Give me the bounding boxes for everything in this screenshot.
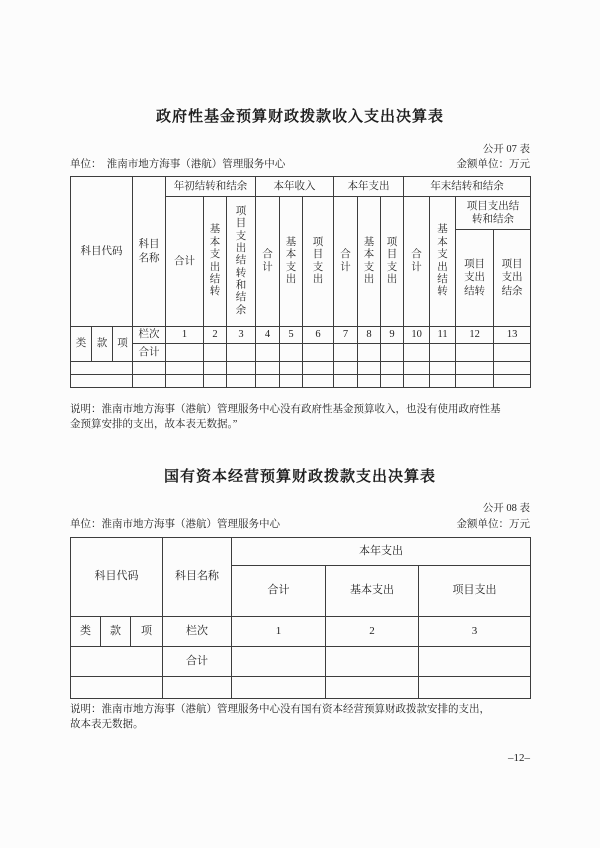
empty-data-cell	[227, 375, 256, 388]
empty-name-cell	[133, 375, 166, 388]
empty-code-cell	[71, 647, 163, 677]
t1-col7-label: 合计	[340, 249, 351, 273]
empty-data-cell	[381, 344, 404, 362]
empty-data-cell	[166, 362, 204, 375]
empty-data-cell	[334, 362, 358, 375]
t1-col13-label: 项目支出结余	[501, 258, 523, 297]
t1-col6-header	[303, 197, 334, 327]
t1-colnum-11: 11	[430, 327, 456, 344]
t2-col3-header: 项目支出	[419, 566, 531, 617]
t2-item-header: 项	[131, 617, 163, 647]
empty-data-cell	[166, 375, 204, 388]
t1-colnum-2: 2	[204, 327, 227, 344]
t2-colnum-1: 1	[232, 617, 326, 647]
t1-group-year-expense: 本年支出	[334, 177, 404, 197]
empty-data-cell	[303, 344, 334, 362]
empty-data-cell	[456, 375, 494, 388]
table1-unit-line: 单位： 淮南市地方海事（港航）管理服务中心	[70, 159, 286, 170]
t2-colnum-3: 3	[419, 617, 531, 647]
t1-colnum-4: 4	[256, 327, 280, 344]
empty-data-cell	[430, 375, 456, 388]
page-number: –12–	[508, 752, 530, 764]
t1-colnum-10: 10	[404, 327, 430, 344]
empty-data-cell	[430, 362, 456, 375]
table1-meta-row	[70, 156, 530, 171]
table1-amount-unit: 金额单位：万元	[456, 159, 530, 170]
empty-data-cell	[256, 344, 280, 362]
empty-data-cell	[326, 647, 419, 677]
t1-col2-label: 基本支出结转	[209, 224, 221, 298]
table1-note	[70, 402, 535, 432]
empty-data-cell	[404, 362, 430, 375]
table2-note-line1: 说明：淮南市地方海事（港航）管理服务中心没有国有资本经营预算财政拨款安排的支出，	[70, 704, 490, 715]
empty-data-cell	[326, 677, 419, 699]
empty-data-cell	[358, 344, 381, 362]
t1-col3-header	[227, 197, 256, 327]
empty-data-cell	[227, 344, 256, 362]
t1-col4-label: 合计	[262, 249, 273, 273]
table1-note-line1: 说明：淮南市地方海事（港航）管理服务中心没有政府性基金预算收入，也没有使用政府性基	[70, 404, 501, 415]
t1-col7-header	[334, 197, 358, 327]
t1-subject-code-header: 科目代码	[71, 177, 133, 327]
empty-name-cell	[163, 677, 232, 699]
empty-data-cell	[227, 362, 256, 375]
empty-data-cell	[232, 647, 326, 677]
t2-group-year-expense: 本年支出	[232, 538, 531, 566]
t1-col5-header	[280, 197, 303, 327]
empty-data-cell	[334, 375, 358, 388]
t1-col4-header	[256, 197, 280, 327]
t2-total-row-label: 合计	[163, 647, 232, 677]
t1-col1-header: 合计	[166, 197, 204, 327]
t1-class-header: 类	[71, 327, 92, 362]
empty-data-cell	[419, 647, 531, 677]
empty-data-cell	[303, 375, 334, 388]
t1-subject-name-label: 科目名称	[138, 238, 160, 264]
empty-data-cell	[494, 344, 531, 362]
empty-data-cell	[232, 677, 326, 699]
t1-subject-name-header	[133, 177, 166, 327]
empty-data-cell	[204, 362, 227, 375]
empty-data-cell	[303, 362, 334, 375]
t1-colnum-13: 13	[494, 327, 531, 344]
t1-col13-header	[494, 230, 531, 327]
state-capital-budget-table	[70, 537, 531, 699]
t1-col10-header	[404, 197, 430, 327]
t1-subgroup-project-balance	[456, 197, 531, 230]
t1-colnum-9: 9	[381, 327, 404, 344]
t1-colnum-3: 3	[227, 327, 256, 344]
t2-col1-header: 合计	[232, 566, 326, 617]
t1-item-header: 项	[113, 327, 133, 362]
t1-col12-header	[456, 230, 494, 327]
table1-title: 政府性基金预算财政拨款收入支出决算表	[155, 108, 444, 125]
t2-colnum-2: 2	[326, 617, 419, 647]
t2-subject-code-header: 科目代码	[71, 538, 163, 617]
t1-subgroup-label: 项目支出结转和结余	[466, 200, 520, 225]
empty-code-cell	[71, 362, 133, 375]
empty-data-cell	[404, 344, 430, 362]
t2-col2-header: 基本支出	[326, 566, 419, 617]
table2-form-number: 公开 08 表	[482, 503, 530, 514]
empty-data-cell	[204, 344, 227, 362]
empty-data-cell	[456, 362, 494, 375]
t2-lanci-cell: 栏次	[163, 617, 232, 647]
t1-col3-label: 项目支出结转和结余	[235, 205, 247, 316]
empty-data-cell	[256, 362, 280, 375]
t1-colnum-12: 12	[456, 327, 494, 344]
empty-data-cell	[419, 677, 531, 699]
empty-data-cell	[280, 344, 303, 362]
table2-unit-line: 单位：淮南市地方海事（港航）管理服务中心	[70, 519, 280, 530]
empty-code-cell	[71, 375, 133, 388]
empty-data-cell	[166, 344, 204, 362]
empty-data-cell	[456, 344, 494, 362]
empty-data-cell	[358, 375, 381, 388]
t1-col11-header	[430, 197, 456, 327]
t1-group-begin-balance: 年初结转和结余	[166, 177, 256, 197]
table2-amount-unit: 金额单位：万元	[456, 519, 530, 530]
t1-section-header: 款	[92, 327, 113, 362]
empty-data-cell	[381, 375, 404, 388]
t1-col2-header	[204, 197, 227, 327]
empty-data-cell	[204, 375, 227, 388]
empty-data-cell	[404, 375, 430, 388]
t1-group-end-balance: 年末结转和结余	[404, 177, 531, 197]
t1-col8-label: 基本支出	[363, 236, 375, 285]
t1-colnum-6: 6	[303, 327, 334, 344]
empty-data-cell	[334, 344, 358, 362]
t1-col11-label: 基本支出结转	[437, 224, 448, 298]
t1-col9-label: 项目支出	[386, 236, 398, 285]
empty-data-cell	[381, 362, 404, 375]
empty-data-cell	[256, 375, 280, 388]
empty-data-cell	[494, 375, 531, 388]
t1-col8-header	[358, 197, 381, 327]
t1-colnum-5: 5	[280, 327, 303, 344]
t1-colnum-7: 7	[334, 327, 358, 344]
t1-col10-label: 合计	[411, 249, 422, 273]
table2-note-line2: 故本表无数据。	[70, 719, 144, 730]
t1-col9-header	[381, 197, 404, 327]
empty-data-cell	[430, 344, 456, 362]
t1-colnum-1: 1	[166, 327, 204, 344]
table2-note	[70, 702, 535, 732]
t1-total-row-label: 合计	[133, 344, 166, 362]
table2-title: 国有资本经营预算财政拨款支出决算表	[163, 468, 436, 485]
t2-class-header: 类	[71, 617, 101, 647]
t1-group-year-income: 本年收入	[256, 177, 334, 197]
t2-section-header: 款	[101, 617, 131, 647]
empty-name-cell	[133, 362, 166, 375]
empty-code-cell	[71, 677, 163, 699]
empty-data-cell	[494, 362, 531, 375]
t1-lanci-cell: 栏次	[133, 327, 166, 344]
table1-form-number: 公开 07 表	[482, 144, 530, 155]
table2-meta-row	[70, 516, 530, 531]
t1-colnum-8: 8	[358, 327, 381, 344]
t1-col5-label: 基本支出	[285, 236, 297, 285]
gov-fund-budget-table	[70, 176, 531, 388]
empty-data-cell	[280, 362, 303, 375]
table1-note-line2: 金预算安排的支出，故本表无数据。”	[70, 419, 238, 430]
empty-data-cell	[280, 375, 303, 388]
t1-col12-label: 项目支出结转	[464, 258, 486, 297]
t1-col6-label: 项目支出	[312, 236, 324, 285]
empty-data-cell	[358, 362, 381, 375]
t2-subject-name-header: 科目名称	[163, 538, 232, 617]
